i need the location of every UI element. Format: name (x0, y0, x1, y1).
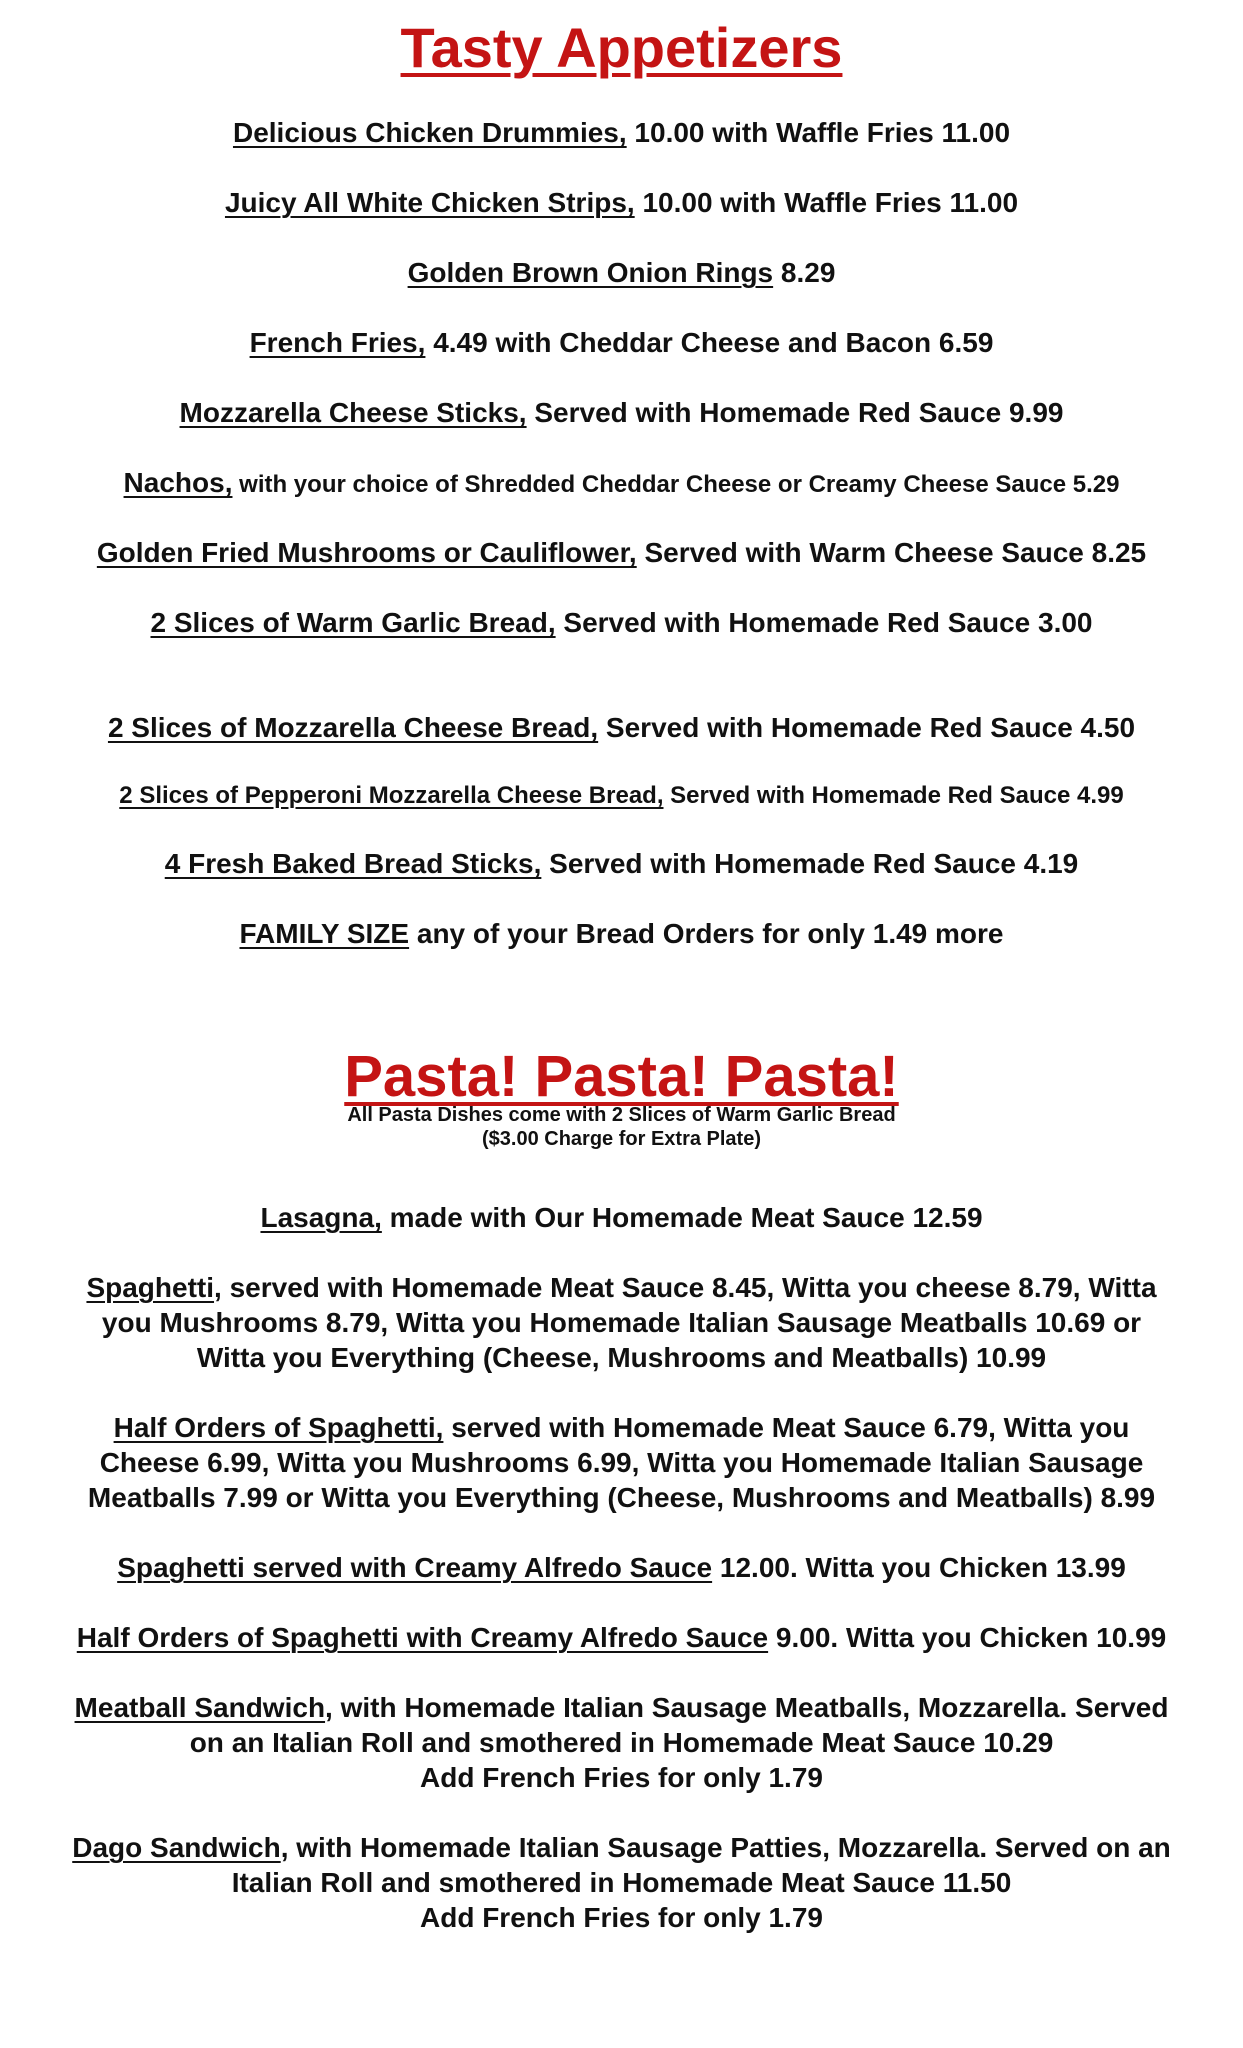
menu-item (20, 465, 1223, 502)
item-line: Add French Fries for only 1.79 (420, 1902, 823, 1933)
item-name: 2 Slices of Pepperoni Mozzarella Cheese Bread, (119, 782, 664, 809)
item-description: 12.00. Witta you Chicken 13.99 (712, 1552, 1126, 1583)
item-description: any of your Bread Orders for only 1.49 more (409, 918, 1004, 949)
item-line (20, 1270, 1223, 1305)
item-name: Delicious Chicken Drummies, (232, 117, 627, 148)
item-description: 10.00 with Waffle Fries 11.00 (626, 117, 1011, 148)
item-line: you Mushrooms 8.79, Witta you Homemade Italian Sausage Meatballs 10.69 or (101, 1307, 1142, 1338)
item-name: Half Orders of Spaghetti, (113, 1412, 444, 1443)
item-line (20, 1410, 1223, 1445)
item-line: Add French Fries for only 1.79 (420, 1762, 823, 1793)
menu-item (20, 1270, 1223, 1375)
item-name: Dago Sandwich (72, 1832, 281, 1863)
item-name: Juicy All White Chicken Strips, (224, 187, 635, 218)
item-name: Half Orders of Spaghetti with Creamy Alfredo Sauce (76, 1622, 769, 1653)
pasta-note-extra-plate: ($3.00 Charge for Extra Plate) (482, 1128, 761, 1150)
item-description: 8.29 (773, 257, 836, 288)
item-description: 4.49 with Cheddar Cheese and Bacon 6.59 (425, 327, 994, 358)
item-description: , with Homemade Italian Sausage Patties, Mozzarella. Served on an (280, 1832, 1171, 1863)
menu-item (20, 846, 1223, 881)
item-description: Served with Homemade Red Sauce 9.99 (526, 397, 1064, 428)
item-name: French Fries, (249, 327, 426, 358)
menu-item (20, 255, 1223, 290)
pasta-note: All Pasta Dishes come with 2 Slices of Warm Garlic Bread (347, 1104, 896, 1126)
menu-item (20, 535, 1223, 570)
menu-item (20, 778, 1223, 813)
item-line: on an Italian Roll and smothered in Homemade Meat Sauce 10.29 (189, 1727, 1054, 1758)
item-name: Spaghetti (86, 1272, 215, 1303)
menu-item (20, 1690, 1223, 1795)
item-name: 4 Fresh Baked Bread Sticks, (164, 848, 542, 879)
menu-item (20, 185, 1223, 220)
menu-item (20, 1200, 1223, 1235)
item-name: Meatball Sandwich (74, 1692, 326, 1723)
appetizers-heading: Tasty Appetizers (400, 16, 843, 79)
item-name: FAMILY SIZE (239, 918, 410, 949)
item-name: Mozzarella Cheese Sticks, (179, 397, 527, 428)
item-description: Served with Homemade Red Sauce 4.19 (541, 848, 1079, 879)
item-name: 2 Slices of Mozzarella Cheese Bread, (107, 712, 599, 743)
item-line (20, 1830, 1223, 1865)
item-name: Nachos, (123, 467, 233, 498)
item-description: , served with Homemade Meat Sauce 8.45, Witta you cheese 8.79, Witta (214, 1272, 1157, 1303)
item-description: with your choice of Shredded Cheddar Cheese or Creamy Cheese Sauce 5.29 (232, 471, 1120, 498)
menu-item (20, 1830, 1223, 1935)
item-description: Served with Homemade Red Sauce 4.50 (598, 712, 1136, 743)
item-line: Cheese 6.99, Witta you Mushrooms 6.99, Witta you Homemade Italian Sausage (99, 1447, 1144, 1478)
item-description: 9.00. Witta you Chicken 10.99 (768, 1622, 1167, 1653)
item-description: Served with Warm Cheese Sauce 8.25 (636, 537, 1147, 568)
menu-item (20, 916, 1223, 951)
menu-item (20, 325, 1223, 360)
item-description: Served with Homemade Red Sauce 4.99 (663, 782, 1124, 809)
item-line (20, 1690, 1223, 1725)
menu-item (20, 1410, 1223, 1515)
menu-item (20, 605, 1223, 640)
item-name: Golden Brown Onion Rings (407, 257, 774, 288)
menu-item (20, 1620, 1223, 1655)
item-line: Italian Roll and smothered in Homemade Meat Sauce 11.50 (231, 1867, 1012, 1898)
item-line: Meatballs 7.99 or Witta you Everything (Cheese, Mushrooms and Meatballs) 8.99 (87, 1482, 1156, 1513)
pasta-heading: Pasta! Pasta! Pasta! (344, 1044, 899, 1109)
item-description: Served with Homemade Red Sauce 3.00 (555, 607, 1093, 638)
menu-item (20, 1550, 1223, 1585)
item-name: Lasagna, (260, 1202, 382, 1233)
item-description: 10.00 with Waffle Fries 11.00 (634, 187, 1019, 218)
item-name: Spaghetti served with Creamy Alfredo Sauce (117, 1552, 713, 1583)
item-name: 2 Slices of Warm Garlic Bread, (150, 607, 556, 638)
item-description: served with Homemade Meat Sauce 6.79, Witta you (443, 1412, 1130, 1443)
menu-item (20, 395, 1223, 430)
item-description: , with Homemade Italian Sausage Meatballs, Mozzarella. Served (325, 1692, 1169, 1723)
menu-item (20, 710, 1223, 745)
menu-item (20, 115, 1223, 150)
item-line: Witta you Everything (Cheese, Mushrooms and Meatballs) 10.99 (196, 1342, 1047, 1373)
item-description: made with Our Homemade Meat Sauce 12.59 (381, 1202, 983, 1233)
item-name: Golden Fried Mushrooms or Cauliflower, (96, 537, 637, 568)
